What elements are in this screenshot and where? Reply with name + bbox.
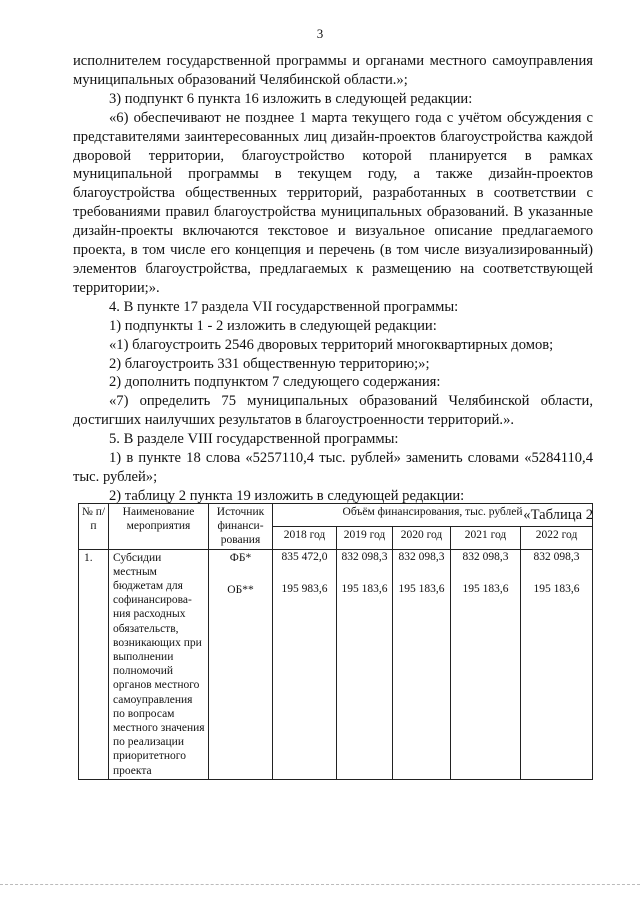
values-2021	[451, 549, 521, 779]
funding-table	[78, 503, 593, 780]
value-federal-2021: 832 098,3	[462, 550, 509, 563]
funding-sources	[209, 549, 273, 779]
header-year-2019: 2019 год	[337, 526, 393, 549]
header-year-2021: 2021 год	[451, 526, 521, 549]
scan-edge-divider	[0, 884, 640, 885]
paragraph: 4. В пункте 17 раздела VII государственной программы:	[109, 298, 459, 315]
paragraph: 2) благоустроить 331 общественную территорию;»;	[109, 355, 430, 372]
paragraph: 2) таблицу 2 пункта 19 изложить в следующей редакции:	[109, 487, 465, 504]
table-row	[79, 549, 593, 779]
value-regional-2021: 195 183,6	[462, 582, 509, 595]
header-year-2020: 2020 год	[393, 526, 451, 549]
values-2018	[273, 549, 337, 779]
paragraph: 1) подпункты 1 - 2 изложить в следующей редакции:	[109, 317, 437, 334]
paragraph: «6) обеспечивают не позднее 1 марта текущего года с учётом обсуждения с представителями заинтересованных лиц дизайн-проектов благоустройства каждой дворовой территории, благоустройство которой планируется в рамках муниципальной программы в текущем году, а также дизайн-проектов благоустройства общественных территорий, разработанных в соответствии с требованиями правил благоустройства муниципальных образований. В указанные дизайн-проекты включаются текстовое и визуальное описание предлагаемого проекта, в том числе его концепция и перечень (в том числе визуализированный) элементов благоустройства, предлагаемых к размещению на соответствующей территории;».	[73, 109, 593, 296]
page-number: 3	[316, 26, 324, 41]
paragraph: 1) в пункте 18 слова «5257110,4 тыс. рублей» заменить словами «5284110,4 тыс. рублей»;	[73, 450, 593, 485]
value-regional-2019: 195 183,6	[341, 582, 388, 595]
values-2020	[393, 549, 451, 779]
paragraph: исполнителем государственной программы и органами местного самоуправления муниципальных образований Челябинской области.»;	[73, 53, 593, 88]
paragraph: 2) дополнить подпунктом 7 следующего содержания:	[109, 374, 441, 391]
paragraph: «1) благоустроить 2546 дворовых территорий многоквартирных домов;	[109, 336, 554, 353]
value-regional-2020: 195 183,6	[398, 582, 445, 595]
value-federal-2020: 832 098,3	[398, 550, 445, 563]
header-activity-name: Наименование мероприятия	[109, 504, 209, 550]
header-funding-volume: Объём финансирования, тыс. рублей	[273, 504, 593, 527]
values-2022	[521, 549, 593, 779]
value-regional-2022: 195 183,6	[533, 582, 580, 595]
activity-name: Субсидии местным бюджетам для софинансирова-ния расходных обязательств, возникающих при выполнении полномочий органов местного самоуправления по вопросам местного значения по реализации приоритетного проекта	[109, 549, 209, 779]
paragraph: «7) определить 75 муниципальных образований Челябинской области, достигших наилучших результатов в благоустроенности территорий.».	[73, 393, 593, 429]
header-year-2018: 2018 год	[273, 526, 337, 549]
values-2019	[337, 549, 393, 779]
paragraph: «Таблица 2	[523, 506, 593, 523]
paragraph: 5. В разделе VIII государственной программы:	[109, 431, 399, 448]
value-federal-2018: 835 472,0	[281, 550, 328, 563]
paragraph: 3) подпункт 6 пункта 16 изложить в следующей редакции:	[109, 90, 473, 107]
value-regional-2018: 195 983,6	[281, 582, 328, 595]
body-text	[73, 52, 593, 525]
value-federal-2019: 832 098,3	[341, 550, 388, 563]
header-year-2022: 2022 год	[521, 526, 593, 549]
row-number: 1.	[79, 549, 109, 779]
source-regional: ОБ**	[227, 583, 254, 596]
header-funding-source: Источник финанси-рования	[209, 504, 273, 550]
header-number: № п/п	[79, 504, 109, 550]
source-federal: ФБ*	[229, 551, 252, 564]
value-federal-2022: 832 098,3	[533, 550, 580, 563]
